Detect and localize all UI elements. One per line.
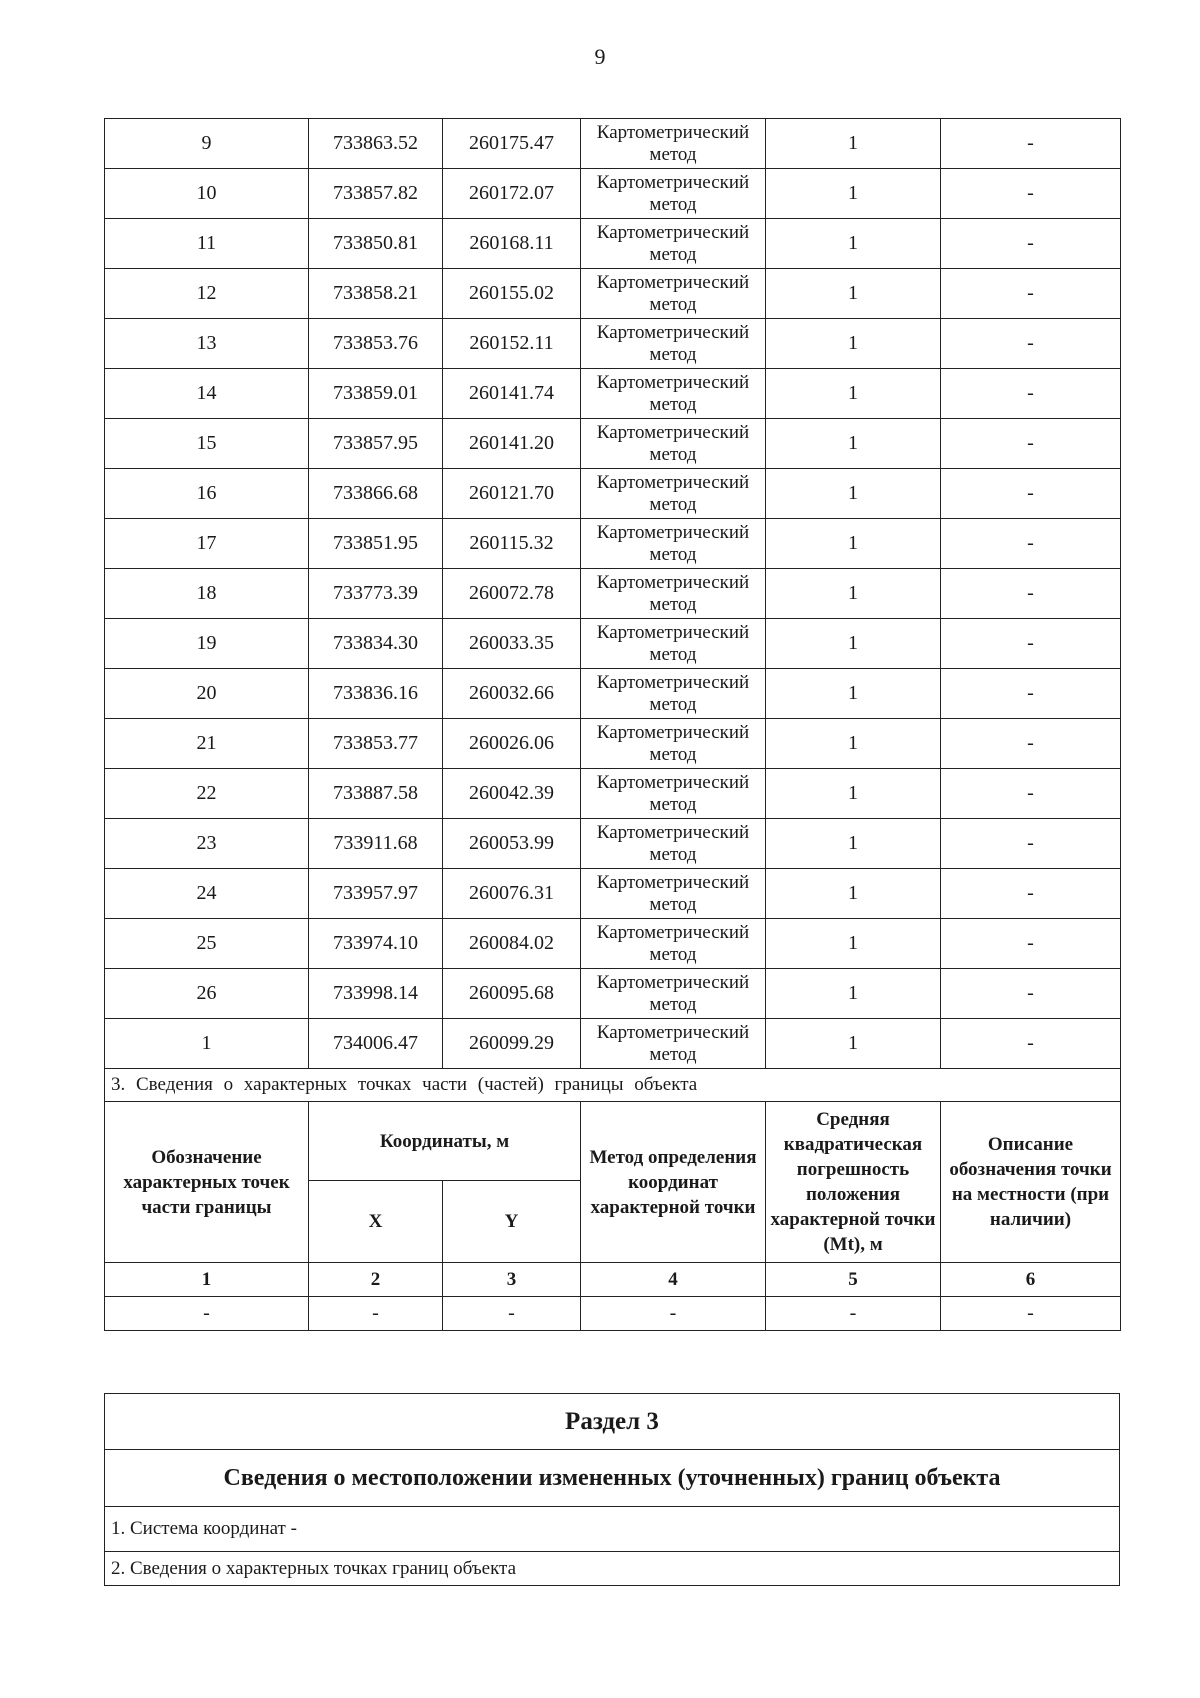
coordinate-system-line: 1. Система координат - bbox=[105, 1507, 1120, 1552]
y-coordinate-cell: 260042.39 bbox=[443, 769, 581, 819]
point-number-cell: 12 bbox=[105, 269, 309, 319]
accuracy-cell: 1 bbox=[766, 619, 941, 669]
x-coordinate-cell: 733851.95 bbox=[309, 519, 443, 569]
y-coordinate-cell: 260152.11 bbox=[443, 319, 581, 369]
table-row bbox=[105, 419, 1121, 469]
x-coordinate-cell: 734006.47 bbox=[309, 1019, 443, 1069]
x-coordinate-cell: 733866.68 bbox=[309, 469, 443, 519]
method-cell: Картометрический метод bbox=[581, 519, 766, 569]
x-coordinate-cell: 733998.14 bbox=[309, 969, 443, 1019]
point-number-cell: 25 bbox=[105, 919, 309, 969]
y-coordinate-cell: 260121.70 bbox=[443, 469, 581, 519]
empty-value-cell: - bbox=[309, 1297, 443, 1331]
accuracy-cell: 1 bbox=[766, 369, 941, 419]
point-number-cell: 19 bbox=[105, 619, 309, 669]
accuracy-cell: 1 bbox=[766, 569, 941, 619]
point-number-cell: 9 bbox=[105, 119, 309, 169]
method-cell: Картометрический метод bbox=[581, 219, 766, 269]
y-coordinate-cell: 260115.32 bbox=[443, 519, 581, 569]
method-cell: Картометрический метод bbox=[581, 719, 766, 769]
description-cell: - bbox=[941, 869, 1121, 919]
point-number-cell: 24 bbox=[105, 869, 309, 919]
table-row bbox=[105, 119, 1121, 169]
table-row bbox=[105, 169, 1121, 219]
table-row bbox=[105, 969, 1121, 1019]
x-coordinate-cell: 733857.95 bbox=[309, 419, 443, 469]
y-coordinate-cell: 260141.74 bbox=[443, 369, 581, 419]
table-row bbox=[105, 819, 1121, 869]
y-coordinate-cell: 260095.68 bbox=[443, 969, 581, 1019]
point-number-cell: 23 bbox=[105, 819, 309, 869]
method-cell: Картометрический метод bbox=[581, 819, 766, 869]
header-designation: Обозначение характерных точек части границы bbox=[105, 1102, 309, 1263]
description-cell: - bbox=[941, 669, 1121, 719]
column-number: 2 bbox=[309, 1263, 443, 1297]
method-cell: Картометрический метод bbox=[581, 369, 766, 419]
description-cell: - bbox=[941, 619, 1121, 669]
x-coordinate-cell: 733863.52 bbox=[309, 119, 443, 169]
section-subtitle: Сведения о местоположении измененных (уточненных) границ объекта bbox=[105, 1450, 1120, 1507]
point-number-cell: 14 bbox=[105, 369, 309, 419]
y-coordinate-cell: 260026.06 bbox=[443, 719, 581, 769]
description-cell: - bbox=[941, 319, 1121, 369]
y-coordinate-cell: 260033.35 bbox=[443, 619, 581, 669]
empty-value-cell: - bbox=[581, 1297, 766, 1331]
point-number-cell: 26 bbox=[105, 969, 309, 1019]
y-coordinate-cell: 260155.02 bbox=[443, 269, 581, 319]
header-mt: Средняя квадратическая погрешность положения характерной точки (Mt), м bbox=[766, 1102, 941, 1263]
method-cell: Картометрический метод bbox=[581, 769, 766, 819]
header-coordinates: Координаты, м bbox=[309, 1102, 581, 1181]
accuracy-cell: 1 bbox=[766, 169, 941, 219]
x-coordinate-cell: 733974.10 bbox=[309, 919, 443, 969]
accuracy-cell: 1 bbox=[766, 519, 941, 569]
point-number-cell: 17 bbox=[105, 519, 309, 569]
column-number: 1 bbox=[105, 1263, 309, 1297]
empty-value-cell: - bbox=[766, 1297, 941, 1331]
accuracy-cell: 1 bbox=[766, 419, 941, 469]
y-coordinate-cell: 260084.02 bbox=[443, 919, 581, 969]
table-row bbox=[105, 619, 1121, 669]
table-row bbox=[105, 219, 1121, 269]
accuracy-cell: 1 bbox=[766, 1019, 941, 1069]
y-coordinate-cell: 260072.78 bbox=[443, 569, 581, 619]
method-cell: Картометрический метод bbox=[581, 919, 766, 969]
empty-value-cell: - bbox=[941, 1297, 1121, 1331]
section-3-table bbox=[104, 1393, 1120, 1586]
table-row bbox=[105, 769, 1121, 819]
y-coordinate-cell: 260076.31 bbox=[443, 869, 581, 919]
table-row bbox=[105, 669, 1121, 719]
accuracy-cell: 1 bbox=[766, 719, 941, 769]
description-cell: - bbox=[941, 969, 1121, 1019]
method-cell: Картометрический метод bbox=[581, 169, 766, 219]
accuracy-cell: 1 bbox=[766, 469, 941, 519]
table-row bbox=[105, 469, 1121, 519]
accuracy-cell: 1 bbox=[766, 119, 941, 169]
x-coordinate-cell: 733887.58 bbox=[309, 769, 443, 819]
table-row bbox=[105, 519, 1121, 569]
x-coordinate-cell: 733857.82 bbox=[309, 169, 443, 219]
method-cell: Картометрический метод bbox=[581, 419, 766, 469]
column-number: 6 bbox=[941, 1263, 1121, 1297]
y-coordinate-cell: 260172.07 bbox=[443, 169, 581, 219]
description-cell: - bbox=[941, 919, 1121, 969]
points-body bbox=[105, 119, 1121, 1069]
x-coordinate-cell: 733859.01 bbox=[309, 369, 443, 419]
method-cell: Картометрический метод bbox=[581, 469, 766, 519]
description-cell: - bbox=[941, 169, 1121, 219]
method-cell: Картометрический метод bbox=[581, 119, 766, 169]
method-cell: Картометрический метод bbox=[581, 969, 766, 1019]
accuracy-cell: 1 bbox=[766, 869, 941, 919]
table-row bbox=[105, 269, 1121, 319]
boundary-points-table bbox=[104, 118, 1121, 1331]
part-boundary-section bbox=[105, 1069, 1121, 1331]
description-cell: - bbox=[941, 369, 1121, 419]
empty-value-cell: - bbox=[443, 1297, 581, 1331]
accuracy-cell: 1 bbox=[766, 269, 941, 319]
method-cell: Картометрический метод bbox=[581, 619, 766, 669]
x-coordinate-cell: 733850.81 bbox=[309, 219, 443, 269]
x-coordinate-cell: 733853.77 bbox=[309, 719, 443, 769]
points-caption-line: 2. Сведения о характерных точках границ объекта bbox=[105, 1552, 1120, 1586]
accuracy-cell: 1 bbox=[766, 319, 941, 369]
method-cell: Картометрический метод bbox=[581, 319, 766, 369]
table-row bbox=[105, 869, 1121, 919]
description-cell: - bbox=[941, 269, 1121, 319]
point-number-cell: 20 bbox=[105, 669, 309, 719]
description-cell: - bbox=[941, 469, 1121, 519]
description-cell: - bbox=[941, 819, 1121, 869]
description-cell: - bbox=[941, 769, 1121, 819]
method-cell: Картометрический метод bbox=[581, 569, 766, 619]
y-coordinate-cell: 260168.11 bbox=[443, 219, 581, 269]
y-coordinate-cell: 260053.99 bbox=[443, 819, 581, 869]
accuracy-cell: 1 bbox=[766, 669, 941, 719]
table-row bbox=[105, 369, 1121, 419]
accuracy-cell: 1 bbox=[766, 819, 941, 869]
part-boundary-caption: 3. Сведения о характерных точках части (частей) границы объекта bbox=[105, 1069, 1121, 1102]
method-cell: Картометрический метод bbox=[581, 869, 766, 919]
header-method: Метод определения координат характерной точки bbox=[581, 1102, 766, 1263]
header-y: Y bbox=[443, 1181, 581, 1263]
y-coordinate-cell: 260032.66 bbox=[443, 669, 581, 719]
method-cell: Картометрический метод bbox=[581, 669, 766, 719]
header-x: X bbox=[309, 1181, 443, 1263]
point-number-cell: 16 bbox=[105, 469, 309, 519]
x-coordinate-cell: 733853.76 bbox=[309, 319, 443, 369]
x-coordinate-cell: 733957.97 bbox=[309, 869, 443, 919]
accuracy-cell: 1 bbox=[766, 969, 941, 1019]
point-number-cell: 15 bbox=[105, 419, 309, 469]
point-number-cell: 13 bbox=[105, 319, 309, 369]
header-description: Описание обозначения точки на местности (при наличии) bbox=[941, 1102, 1121, 1263]
accuracy-cell: 1 bbox=[766, 919, 941, 969]
section-title: Раздел 3 bbox=[105, 1394, 1120, 1450]
point-number-cell: 22 bbox=[105, 769, 309, 819]
point-number-cell: 21 bbox=[105, 719, 309, 769]
column-number: 3 bbox=[443, 1263, 581, 1297]
accuracy-cell: 1 bbox=[766, 219, 941, 269]
accuracy-cell: 1 bbox=[766, 769, 941, 819]
point-number-cell: 10 bbox=[105, 169, 309, 219]
description-cell: - bbox=[941, 419, 1121, 469]
x-coordinate-cell: 733773.39 bbox=[309, 569, 443, 619]
method-cell: Картометрический метод bbox=[581, 1019, 766, 1069]
description-cell: - bbox=[941, 719, 1121, 769]
description-cell: - bbox=[941, 119, 1121, 169]
table-row bbox=[105, 719, 1121, 769]
point-number-cell: 11 bbox=[105, 219, 309, 269]
y-coordinate-cell: 260175.47 bbox=[443, 119, 581, 169]
x-coordinate-cell: 733858.21 bbox=[309, 269, 443, 319]
description-cell: - bbox=[941, 219, 1121, 269]
table-row bbox=[105, 1019, 1121, 1069]
point-number-cell: 1 bbox=[105, 1019, 309, 1069]
column-number: 5 bbox=[766, 1263, 941, 1297]
column-number: 4 bbox=[581, 1263, 766, 1297]
description-cell: - bbox=[941, 569, 1121, 619]
table-row bbox=[105, 319, 1121, 369]
x-coordinate-cell: 733834.30 bbox=[309, 619, 443, 669]
table-row bbox=[105, 919, 1121, 969]
x-coordinate-cell: 733836.16 bbox=[309, 669, 443, 719]
description-cell: - bbox=[941, 519, 1121, 569]
y-coordinate-cell: 260141.20 bbox=[443, 419, 581, 469]
description-cell: - bbox=[941, 1019, 1121, 1069]
table-row bbox=[105, 569, 1121, 619]
y-coordinate-cell: 260099.29 bbox=[443, 1019, 581, 1069]
page-number: 9 bbox=[594, 44, 606, 69]
empty-value-cell: - bbox=[105, 1297, 309, 1331]
point-number-cell: 18 bbox=[105, 569, 309, 619]
method-cell: Картометрический метод bbox=[581, 269, 766, 319]
x-coordinate-cell: 733911.68 bbox=[309, 819, 443, 869]
